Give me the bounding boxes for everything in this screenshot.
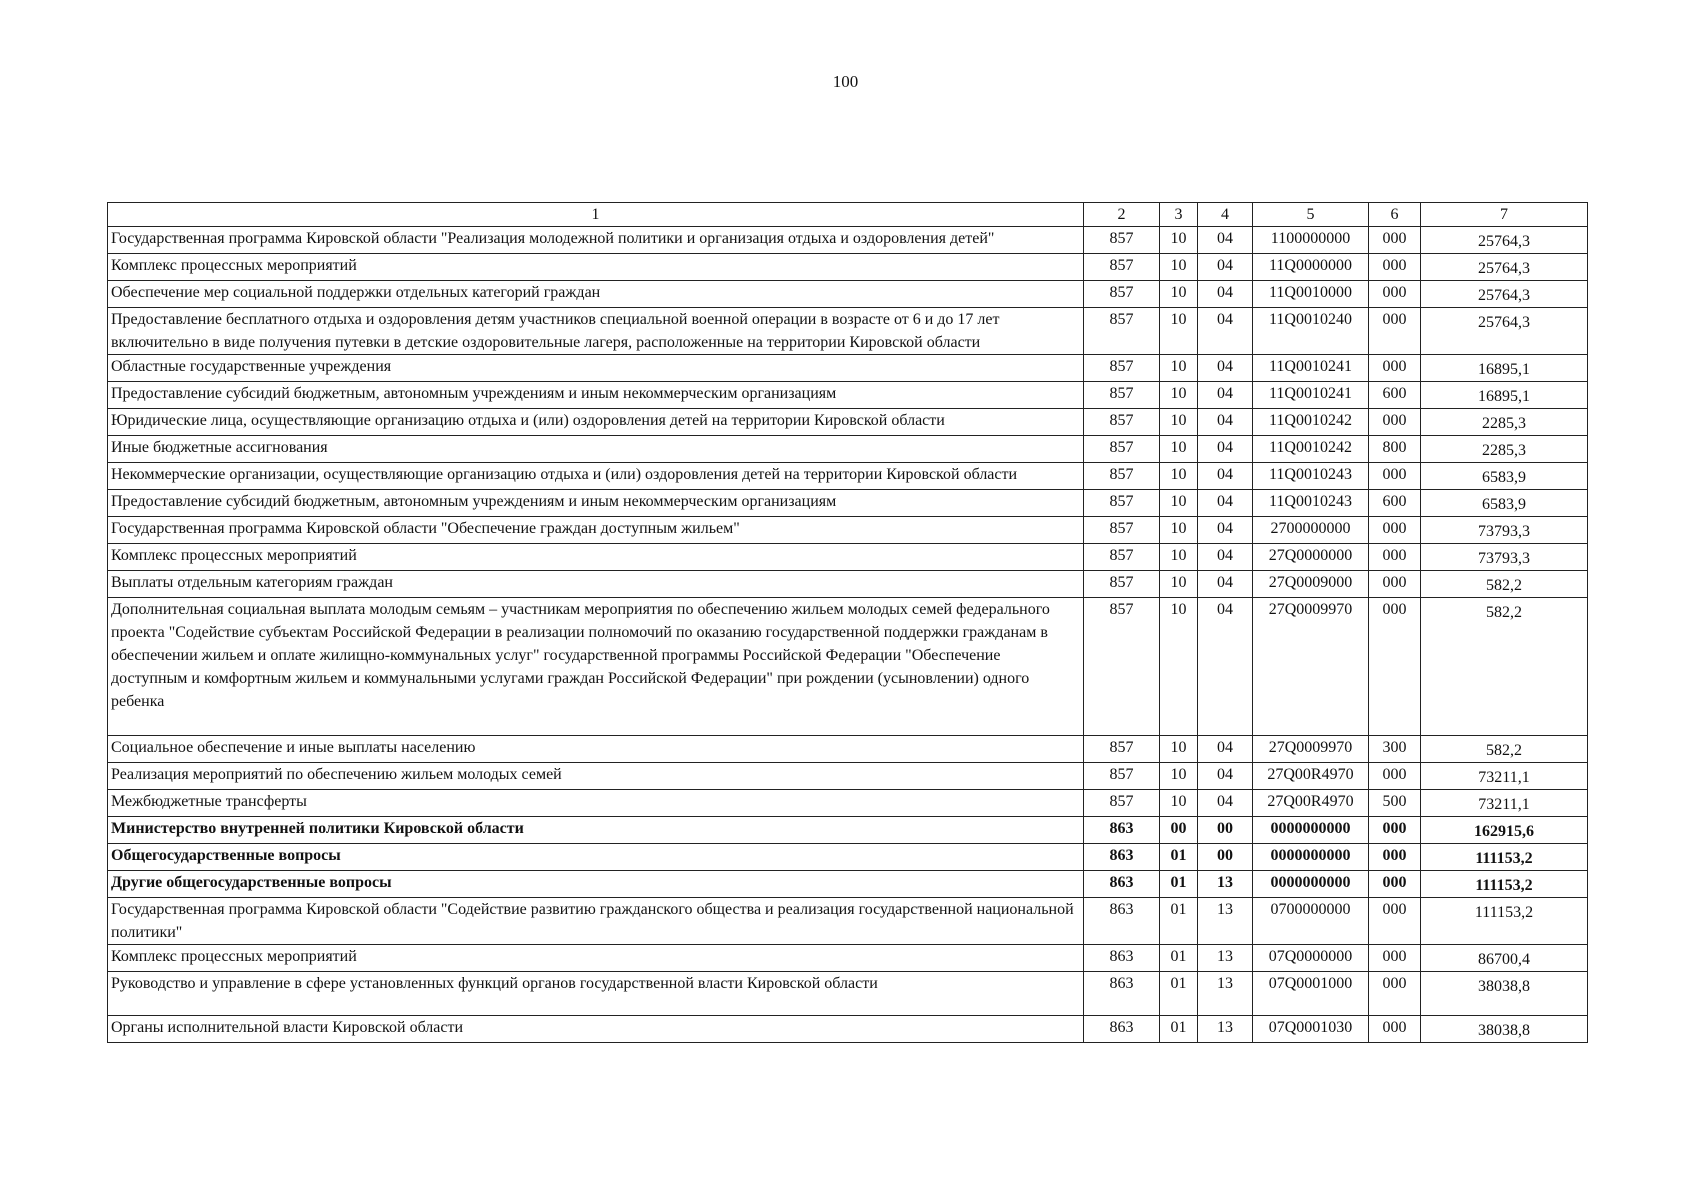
row-code-5: 27Q0009000	[1253, 571, 1369, 598]
row-code-2: 857	[1084, 355, 1160, 382]
row-code-5: 11Q0010000	[1253, 281, 1369, 308]
row-name: Государственная программа Кировской области "Реализация молодежной политики и организация отдыха и оздоровления детей"	[108, 227, 1084, 254]
row-name: Предоставление субсидий бюджетным, автономным учреждениям и иным некоммерческим организациям	[108, 490, 1084, 517]
table-row	[108, 817, 1588, 844]
row-code-6: 000	[1369, 355, 1421, 382]
table-row	[108, 763, 1588, 790]
row-amount: 25764,3	[1421, 254, 1588, 281]
table-row	[108, 490, 1588, 517]
row-code-4: 04	[1198, 490, 1253, 517]
header-col-4: 4	[1198, 203, 1253, 227]
row-code-2: 857	[1084, 227, 1160, 254]
table-row	[108, 598, 1588, 736]
row-code-6: 000	[1369, 409, 1421, 436]
row-name: Межбюджетные трансферты	[108, 790, 1084, 817]
row-amount: 73211,1	[1421, 763, 1588, 790]
table-row	[108, 898, 1588, 945]
row-amount: 16895,1	[1421, 355, 1588, 382]
row-code-5: 27Q00R4970	[1253, 763, 1369, 790]
header-row	[108, 203, 1588, 227]
table-row	[108, 463, 1588, 490]
row-code-5: 27Q0009970	[1253, 598, 1369, 736]
row-code-4: 04	[1198, 436, 1253, 463]
row-code-2: 863	[1084, 972, 1160, 1016]
row-code-3: 01	[1160, 945, 1198, 972]
row-code-4: 04	[1198, 571, 1253, 598]
row-code-6: 000	[1369, 463, 1421, 490]
header-col-6: 6	[1369, 203, 1421, 227]
row-code-4: 04	[1198, 382, 1253, 409]
row-name: Министерство внутренней политики Кировской области	[108, 817, 1084, 844]
row-amount: 38038,8	[1421, 972, 1588, 1016]
row-code-4: 04	[1198, 227, 1253, 254]
row-code-4: 04	[1198, 463, 1253, 490]
row-code-3: 10	[1160, 763, 1198, 790]
table-row	[108, 436, 1588, 463]
row-code-5: 0000000000	[1253, 871, 1369, 898]
row-amount: 25764,3	[1421, 227, 1588, 254]
row-amount: 2285,3	[1421, 409, 1588, 436]
row-code-6: 000	[1369, 517, 1421, 544]
row-code-3: 10	[1160, 254, 1198, 281]
row-amount: 162915,6	[1421, 817, 1588, 844]
table-row	[108, 254, 1588, 281]
row-code-5: 11Q0010242	[1253, 409, 1369, 436]
row-code-5: 1100000000	[1253, 227, 1369, 254]
row-code-3: 10	[1160, 790, 1198, 817]
row-name: Комплекс процессных мероприятий	[108, 544, 1084, 571]
row-code-3: 10	[1160, 227, 1198, 254]
row-code-2: 857	[1084, 598, 1160, 736]
row-code-4: 13	[1198, 945, 1253, 972]
row-amount: 582,2	[1421, 736, 1588, 763]
row-code-2: 863	[1084, 898, 1160, 945]
row-code-2: 857	[1084, 544, 1160, 571]
row-code-2: 863	[1084, 844, 1160, 871]
row-code-2: 857	[1084, 763, 1160, 790]
row-amount: 111153,2	[1421, 871, 1588, 898]
row-code-3: 10	[1160, 382, 1198, 409]
row-code-6: 000	[1369, 598, 1421, 736]
row-amount: 73211,1	[1421, 790, 1588, 817]
row-code-3: 10	[1160, 490, 1198, 517]
row-name: Комплекс процессных мероприятий	[108, 254, 1084, 281]
row-code-5: 11Q0010243	[1253, 490, 1369, 517]
table-body	[108, 227, 1588, 1043]
row-name: Юридические лица, осуществляющие организацию отдыха и (или) оздоровления детей на территории Кировской области	[108, 409, 1084, 436]
row-code-2: 857	[1084, 463, 1160, 490]
header-col-1: 1	[108, 203, 1084, 227]
table-row	[108, 308, 1588, 355]
row-code-2: 863	[1084, 817, 1160, 844]
header-col-3: 3	[1160, 203, 1198, 227]
row-code-4: 04	[1198, 517, 1253, 544]
row-code-5: 0700000000	[1253, 898, 1369, 945]
row-code-6: 000	[1369, 972, 1421, 1016]
row-code-2: 857	[1084, 790, 1160, 817]
row-code-5: 11Q0010241	[1253, 355, 1369, 382]
row-code-5: 27Q0009970	[1253, 736, 1369, 763]
row-code-4: 04	[1198, 254, 1253, 281]
row-code-5: 11Q0010241	[1253, 382, 1369, 409]
table-row	[108, 945, 1588, 972]
row-code-6: 000	[1369, 544, 1421, 571]
row-code-4: 04	[1198, 598, 1253, 736]
row-amount: 25764,3	[1421, 308, 1588, 355]
row-name: Руководство и управление в сфере установленных функций органов государственной власти Кировской области	[108, 972, 1084, 1016]
row-code-4: 04	[1198, 544, 1253, 571]
row-code-4: 04	[1198, 763, 1253, 790]
row-code-3: 10	[1160, 571, 1198, 598]
row-name: Общегосударственные вопросы	[108, 844, 1084, 871]
row-code-2: 857	[1084, 436, 1160, 463]
table-row	[108, 355, 1588, 382]
row-code-2: 857	[1084, 254, 1160, 281]
row-code-2: 857	[1084, 490, 1160, 517]
row-code-3: 10	[1160, 436, 1198, 463]
row-code-5: 0000000000	[1253, 844, 1369, 871]
table-row	[108, 1016, 1588, 1043]
row-name: Предоставление субсидий бюджетным, автономным учреждениям и иным некоммерческим организациям	[108, 382, 1084, 409]
header-col-5: 5	[1253, 203, 1369, 227]
table-row	[108, 281, 1588, 308]
row-name: Предоставление бесплатного отдыха и оздоровления детям участников специальной военной операции в возрасте от 6 и до 17 лет включительно в виде получения путевки в детские оздоровительные лагеря, расположенные на территории Кировской области	[108, 308, 1084, 355]
table-row	[108, 972, 1588, 1016]
row-code-5: 27Q0000000	[1253, 544, 1369, 571]
row-name: Другие общегосударственные вопросы	[108, 871, 1084, 898]
row-code-3: 10	[1160, 736, 1198, 763]
header-col-2: 2	[1084, 203, 1160, 227]
table-row	[108, 227, 1588, 254]
row-code-6: 000	[1369, 898, 1421, 945]
row-code-4: 00	[1198, 844, 1253, 871]
row-code-6: 000	[1369, 254, 1421, 281]
row-code-5: 11Q0010240	[1253, 308, 1369, 355]
row-code-3: 00	[1160, 817, 1198, 844]
row-code-6: 000	[1369, 817, 1421, 844]
row-code-2: 857	[1084, 736, 1160, 763]
row-code-6: 000	[1369, 763, 1421, 790]
row-code-2: 863	[1084, 871, 1160, 898]
row-amount: 6583,9	[1421, 490, 1588, 517]
row-code-6: 000	[1369, 945, 1421, 972]
row-code-4: 04	[1198, 308, 1253, 355]
row-name: Государственная программа Кировской области "Содействие развитию гражданского общества и реализация государственной национальной политики"	[108, 898, 1084, 945]
row-code-6: 600	[1369, 382, 1421, 409]
row-code-2: 863	[1084, 945, 1160, 972]
row-code-6: 000	[1369, 281, 1421, 308]
row-code-4: 00	[1198, 817, 1253, 844]
row-amount: 2285,3	[1421, 436, 1588, 463]
row-amount: 73793,3	[1421, 517, 1588, 544]
row-code-4: 13	[1198, 871, 1253, 898]
row-name: Дополнительная социальная выплата молодым семьям – участникам мероприятия по обеспечению жильем молодых семей федерального проекта "Содействие субъектам Российской Федерации в реализации полномочий по оказанию государственной поддержки гражданам в обеспечении жильем и оплате жилищно-коммунальных услуг" государственной программы Российской Федерации "Обеспечение доступным и комфортным жильем и коммунальными услугами граждан Российской Федерации" при рождении (усыновлении) одного ребенка	[108, 598, 1084, 736]
row-code-4: 04	[1198, 409, 1253, 436]
row-amount: 25764,3	[1421, 281, 1588, 308]
row-name: Реализация мероприятий по обеспечению жильем молодых семей	[108, 763, 1084, 790]
row-name: Комплекс процессных мероприятий	[108, 945, 1084, 972]
table-row	[108, 844, 1588, 871]
row-code-4: 04	[1198, 790, 1253, 817]
row-code-5: 07Q0001000	[1253, 972, 1369, 1016]
row-code-6: 600	[1369, 490, 1421, 517]
row-code-4: 13	[1198, 972, 1253, 1016]
row-code-2: 857	[1084, 571, 1160, 598]
table-row	[108, 790, 1588, 817]
row-amount: 16895,1	[1421, 382, 1588, 409]
row-code-2: 857	[1084, 382, 1160, 409]
table-row	[108, 409, 1588, 436]
row-code-3: 10	[1160, 463, 1198, 490]
row-code-6: 000	[1369, 308, 1421, 355]
table-row	[108, 544, 1588, 571]
row-code-5: 2700000000	[1253, 517, 1369, 544]
row-code-4: 04	[1198, 736, 1253, 763]
row-code-3: 10	[1160, 308, 1198, 355]
row-name: Иные бюджетные ассигнования	[108, 436, 1084, 463]
row-code-6: 000	[1369, 871, 1421, 898]
row-code-3: 10	[1160, 598, 1198, 736]
row-code-5: 11Q0010242	[1253, 436, 1369, 463]
row-name: Органы исполнительной власти Кировской области	[108, 1016, 1084, 1043]
row-code-4: 13	[1198, 898, 1253, 945]
row-code-3: 10	[1160, 544, 1198, 571]
row-code-3: 10	[1160, 409, 1198, 436]
row-code-6: 300	[1369, 736, 1421, 763]
table-row	[108, 736, 1588, 763]
row-code-2: 857	[1084, 409, 1160, 436]
row-code-3: 01	[1160, 972, 1198, 1016]
row-amount: 6583,9	[1421, 463, 1588, 490]
row-code-3: 10	[1160, 355, 1198, 382]
row-code-5: 07Q0000000	[1253, 945, 1369, 972]
page-number: 100	[832, 72, 859, 91]
row-code-6: 000	[1369, 844, 1421, 871]
row-code-5: 11Q0000000	[1253, 254, 1369, 281]
row-code-2: 863	[1084, 1016, 1160, 1043]
row-code-3: 01	[1160, 1016, 1198, 1043]
row-code-4: 13	[1198, 1016, 1253, 1043]
row-name: Государственная программа Кировской области "Обеспечение граждан доступным жильем"	[108, 517, 1084, 544]
row-code-6: 500	[1369, 790, 1421, 817]
row-amount: 38038,8	[1421, 1016, 1588, 1043]
row-code-2: 857	[1084, 308, 1160, 355]
row-code-3: 01	[1160, 844, 1198, 871]
table-row	[108, 517, 1588, 544]
row-name: Обеспечение мер социальной поддержки отдельных категорий граждан	[108, 281, 1084, 308]
table-row	[108, 871, 1588, 898]
row-code-5: 27Q00R4970	[1253, 790, 1369, 817]
row-code-2: 857	[1084, 281, 1160, 308]
table-row	[108, 571, 1588, 598]
row-name: Областные государственные учреждения	[108, 355, 1084, 382]
row-code-6: 800	[1369, 436, 1421, 463]
row-code-2: 857	[1084, 517, 1160, 544]
header-col-7: 7	[1421, 203, 1588, 227]
row-name: Социальное обеспечение и иные выплаты населению	[108, 736, 1084, 763]
row-amount: 582,2	[1421, 571, 1588, 598]
row-amount: 111153,2	[1421, 898, 1588, 945]
row-code-5: 07Q0001030	[1253, 1016, 1369, 1043]
row-name: Некоммерческие организации, осуществляющие организацию отдыха и (или) оздоровления детей на территории Кировской области	[108, 463, 1084, 490]
row-code-3: 01	[1160, 871, 1198, 898]
row-name: Выплаты отдельным категориям граждан	[108, 571, 1084, 598]
row-code-4: 04	[1198, 355, 1253, 382]
row-code-6: 000	[1369, 227, 1421, 254]
budget-table	[107, 202, 1588, 1043]
row-code-5: 11Q0010243	[1253, 463, 1369, 490]
row-code-6: 000	[1369, 571, 1421, 598]
row-code-6: 000	[1369, 1016, 1421, 1043]
table-row	[108, 382, 1588, 409]
row-code-4: 04	[1198, 281, 1253, 308]
row-amount: 73793,3	[1421, 544, 1588, 571]
row-code-3: 01	[1160, 898, 1198, 945]
row-code-5: 0000000000	[1253, 817, 1369, 844]
row-code-3: 10	[1160, 517, 1198, 544]
row-amount: 86700,4	[1421, 945, 1588, 972]
row-code-3: 10	[1160, 281, 1198, 308]
row-amount: 582,2	[1421, 598, 1588, 736]
row-amount: 111153,2	[1421, 844, 1588, 871]
